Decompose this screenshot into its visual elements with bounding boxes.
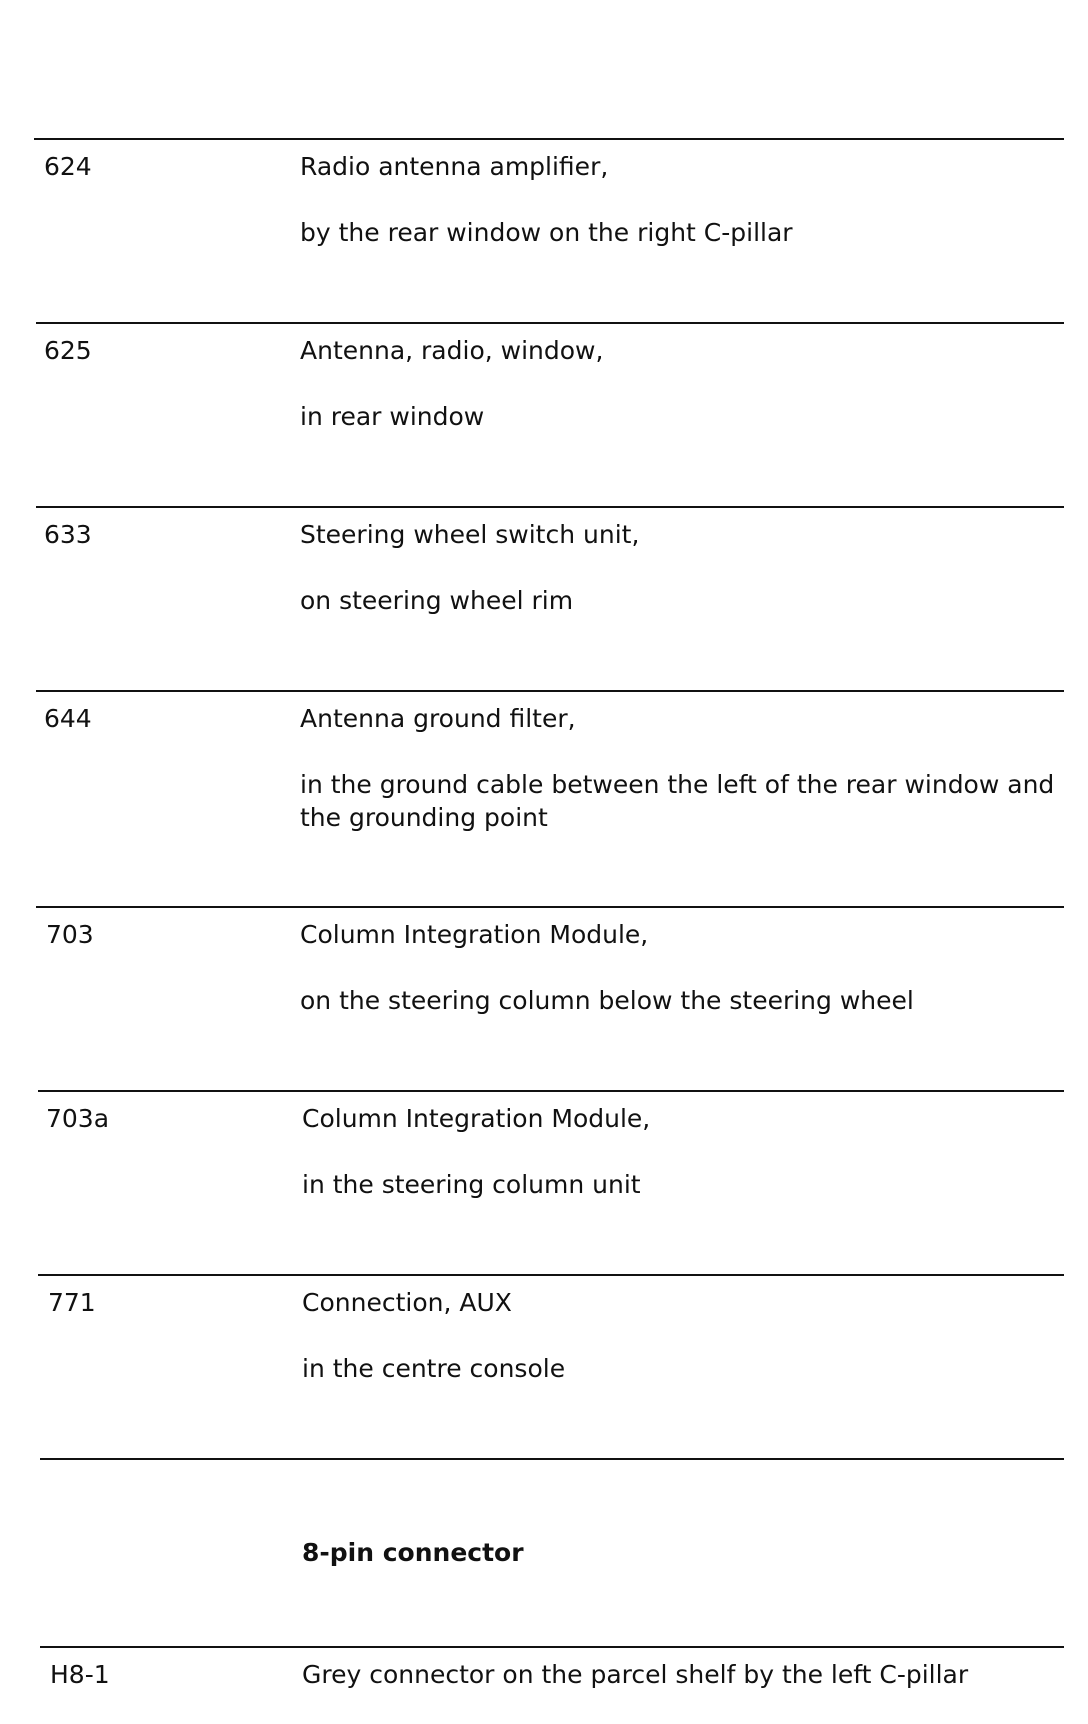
component-location: in the steering column unit — [302, 1170, 641, 1199]
row-divider — [36, 906, 1064, 908]
component-description — [300, 150, 1070, 249]
connector-description — [302, 1658, 1072, 1691]
component-description — [300, 334, 1070, 433]
component-title: Antenna, radio, window, — [300, 336, 604, 365]
row-divider — [36, 690, 1064, 692]
section-divider — [40, 1458, 1064, 1460]
component-code: 703a — [46, 1104, 110, 1133]
component-title: Column Integration Module, — [302, 1104, 651, 1133]
component-title: Steering wheel switch unit, — [300, 520, 640, 549]
row-divider — [36, 322, 1064, 324]
connector-description-text: Grey connector on the parcel shelf by the left C-pillar — [302, 1660, 969, 1689]
component-code: 703 — [46, 920, 94, 949]
component-description — [300, 702, 1070, 834]
component-code: 633 — [44, 520, 92, 549]
component-code: 625 — [44, 336, 92, 365]
component-description — [300, 518, 1070, 617]
row-divider — [36, 506, 1064, 508]
component-code: 644 — [44, 704, 92, 733]
component-description — [302, 1286, 1072, 1385]
component-code: 624 — [44, 152, 92, 181]
component-location: in the ground cable between the left of the rear window and the grounding point — [300, 770, 1055, 832]
section-title: 8-pin connector — [302, 1538, 524, 1567]
component-location: on the steering column below the steering wheel — [300, 986, 914, 1015]
component-description — [302, 1102, 1072, 1201]
component-location: in the centre console — [302, 1354, 566, 1383]
row-divider — [38, 1274, 1064, 1276]
component-code: 771 — [48, 1288, 96, 1317]
component-title: Connection, AUX — [302, 1288, 512, 1317]
component-title: Antenna ground filter, — [300, 704, 576, 733]
row-divider — [40, 1646, 1064, 1648]
component-description — [300, 918, 1070, 1017]
component-location: by the rear window on the right C-pillar — [300, 218, 793, 247]
component-location: in rear window — [300, 402, 485, 431]
row-divider — [34, 138, 1064, 140]
component-location: on steering wheel rim — [300, 586, 574, 615]
row-divider — [38, 1090, 1064, 1092]
component-title: Column Integration Module, — [300, 920, 649, 949]
component-title: Radio antenna amplifier, — [300, 152, 609, 181]
connector-code: H8-1 — [50, 1660, 110, 1689]
